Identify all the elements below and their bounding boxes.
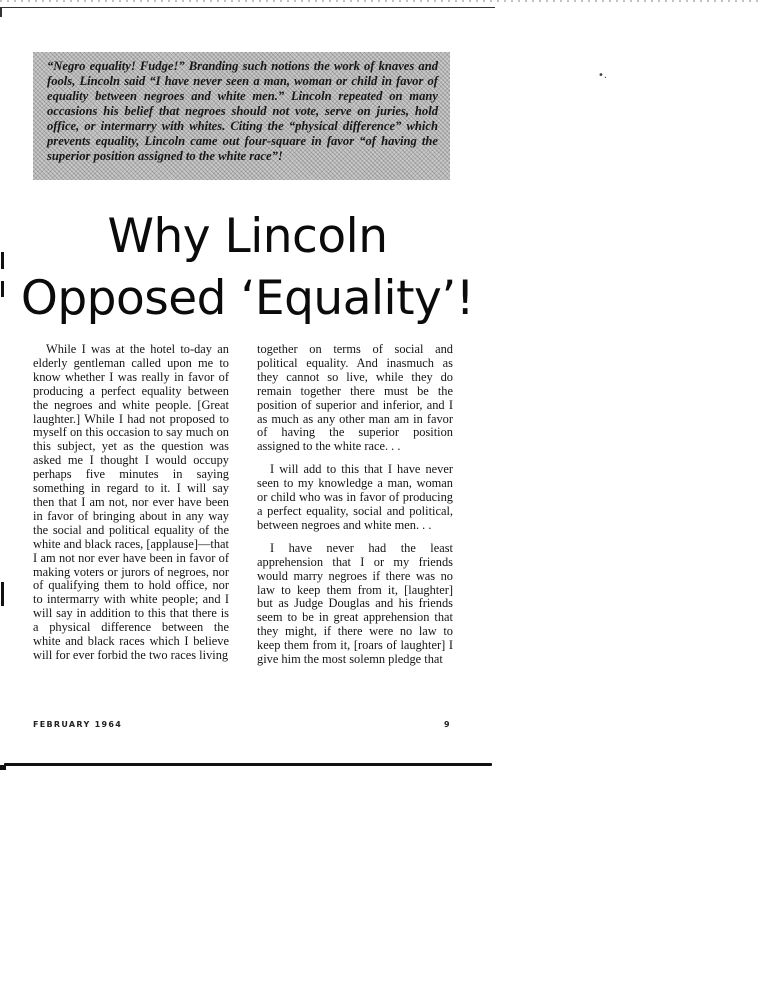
bottom-rule xyxy=(4,763,492,766)
body-paragraph: While I was at the hotel to-day an elderly gentleman called upon me to know whether I was really in favor of producing a perfect equality between the negroes and white people. [Great laughter.] While I had not proposed to myself on this occasion to say much on this subject, yet as the question was asked me I thought I would occupy perhaps five minutes in saying something in regard to it. I will say then that I am not, nor ever have been in favor of bringing about in any way the social and political equality of the white and black races, [applause]—that I am not nor ever have been in favor of making voters or jurors of negroes, nor of qualifying them to hold office, nor to intermarry with white people; and I will say in addition to this that there is a physical difference between the white and black races which I believe will for ever forbid the two races living xyxy=(33,342,229,662)
corner-tick xyxy=(0,7,2,17)
scan-edge-mark xyxy=(1,582,4,606)
body-paragraph: I have never had the least apprehension that I or my friends would marry negroes if there was no law to keep them from it, [laughter] but as Judge Douglas and his friends seem to be in great apprehension that they might, if there were no law to keep them from it, [roars of laughter] I give him the most solemn pledge that xyxy=(257,540,453,667)
scan-top-dots xyxy=(0,0,763,2)
text-column-right xyxy=(257,343,453,676)
text-column-left xyxy=(33,343,229,672)
article-title-line-2: Opposed ‘Equality’! xyxy=(20,271,475,326)
top-rule xyxy=(0,7,495,8)
scan-speck: •. xyxy=(598,70,608,81)
pull-quote-text: “Negro equality! Fudge!” Branding such notions the work of knaves and fools, Lincoln said “I have never seen a man, woman or child in favor of equality between negroes and white men.” Lincoln repeated on many occasions his belief that negroes should not vote, serve on juries, hold office, or intermarry with whites. Citing the “physical difference” which prevents equality, Lincoln came out four-square in favor “of having the superior position assigned to the white race”! xyxy=(47,59,438,163)
pull-quote-box xyxy=(33,52,450,180)
body-paragraph: I will add to this that I have never seen to my knowledge a man, woman or child who was in favor of producing a perfect equality, social and political, between negroes and white men. . . xyxy=(257,462,453,532)
body-paragraph: together on terms of social and political equality. And inasmuch as they cannot so live, while they do remain together there must be the position of superior and inferior, and I as much as any other man am in favor of having the superior position assigned to the white race. . . xyxy=(257,342,453,454)
footer-issue-date: FEBRUARY 1964 xyxy=(33,720,123,729)
bottom-rule-tail xyxy=(0,765,6,770)
footer-page-number: 9 xyxy=(444,720,450,729)
article-title-line-1: Why Lincoln xyxy=(107,209,388,264)
